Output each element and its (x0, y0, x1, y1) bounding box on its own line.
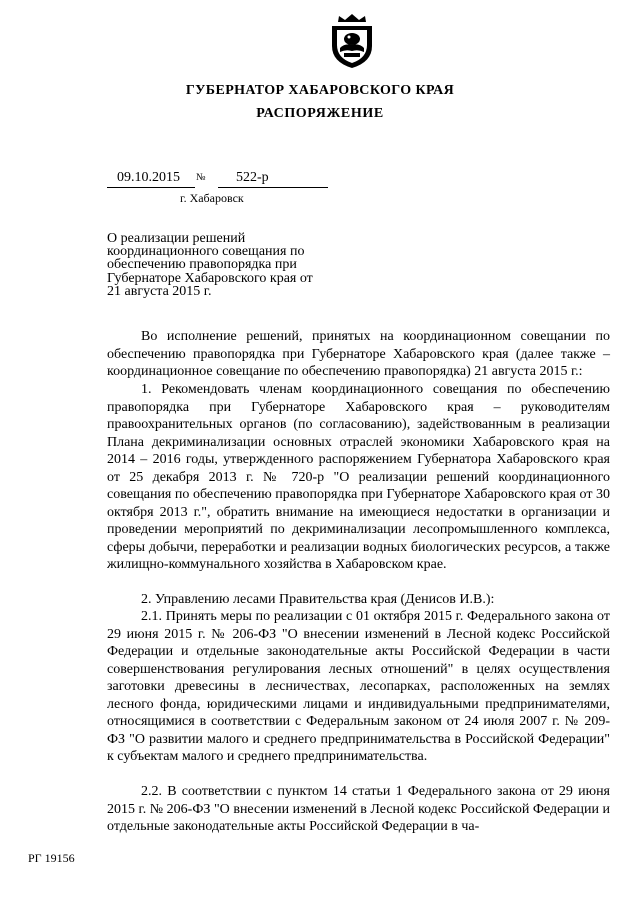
document-date: 09.10.2015 (107, 170, 195, 188)
document-body-item-2-1 (107, 608, 610, 766)
document-number: 522-р (218, 170, 328, 188)
number-sign: № (196, 172, 206, 183)
khabarovsk-coat-of-arms-emblem (329, 12, 375, 70)
footer-code: РГ 19156 (28, 851, 75, 865)
document-subject: О реализации решений координационного совещания по обеспечению правопорядка при Губернаторе Хабаровского края от 21 августа 2015 г. (107, 231, 313, 299)
body-paragraph-1: 1. Рекомендовать членам координационного совещания по обеспечению правопорядка при Губернаторе Хабаровского края – руководителям правоохранительных органов (по согласованию), задействованным в реализации Плана декриминализации основных отраслей экономики Хабаровского края на 2014 – 2016 годы, утвержденного распоряжением Губернатора Хабаровского края от 25 декабря 2013 г. № 720-р "О реализации решений координационного совещания по обеспечению правопорядка при Губернаторе Хабаровского края от 30 октября 2013 г.", обратить внимание на имеющиеся недостатки в организации и проведении мероприятий по декриминализации лесопромышленного комплекса, сферы добычи, переработки и реализации водных биологических ресурсов, а также жилищно-коммунального хозяйства в Хабаровском крае. (107, 382, 610, 572)
body-paragraph-intro: Во исполнение решений, принятых на координационном совещании по обеспечению правопорядка при Губернаторе Хабаровского края (далее также – координационное совещание по обеспечению правопорядка) 21 августа 2015 г.: (107, 329, 610, 379)
city-label: г. Хабаровск (180, 191, 244, 205)
document-body (107, 328, 610, 381)
document-body-item-2 (107, 591, 610, 609)
document-type-title: РАСПОРЯЖЕНИЕ (256, 106, 384, 121)
body-paragraph-2-2: 2.2. В соответствии с пунктом 14 статьи 1 Федерального закона от 29 июня 2015 г. № 206-ФЗ "О внесении изменений в Лесной кодекс Российской Федерации и отдельные законодательные акты Российской Федерации в ча- (107, 784, 610, 834)
body-paragraph-2-1: 2.1. Принять меры по реализации с 01 октября 2015 г. Федерального закона от 29 июня 2015 г. № 206-ФЗ "О внесении изменений в Лесной кодекс Российской Федерации и отдельные законодательные акты Российской Федерации в части совершенствования регулирования лесных отношений" в целях осуществления заготовки древесины в лесничествах, лесопарках, расположенных на землях лесного фонда, юридическими лицами и индивидуальными предпринимателями, относящимися в соответствии с Федеральным законом от 24 июля 2007 г. № 209-ФЗ "О развитии малого и среднего предпринимательства в Российской Федерации" к субъектам малого и среднего предпринимательства. (107, 609, 610, 764)
document-body-item-2-2 (107, 783, 610, 836)
document-body-item-1 (107, 381, 610, 574)
body-paragraph-2: 2. Управлению лесами Правительства края (Денисов И.В.): (141, 592, 495, 607)
issuer-title: ГУБЕРНАТОР ХАБАРОВСКОГО КРАЯ (185, 83, 455, 98)
